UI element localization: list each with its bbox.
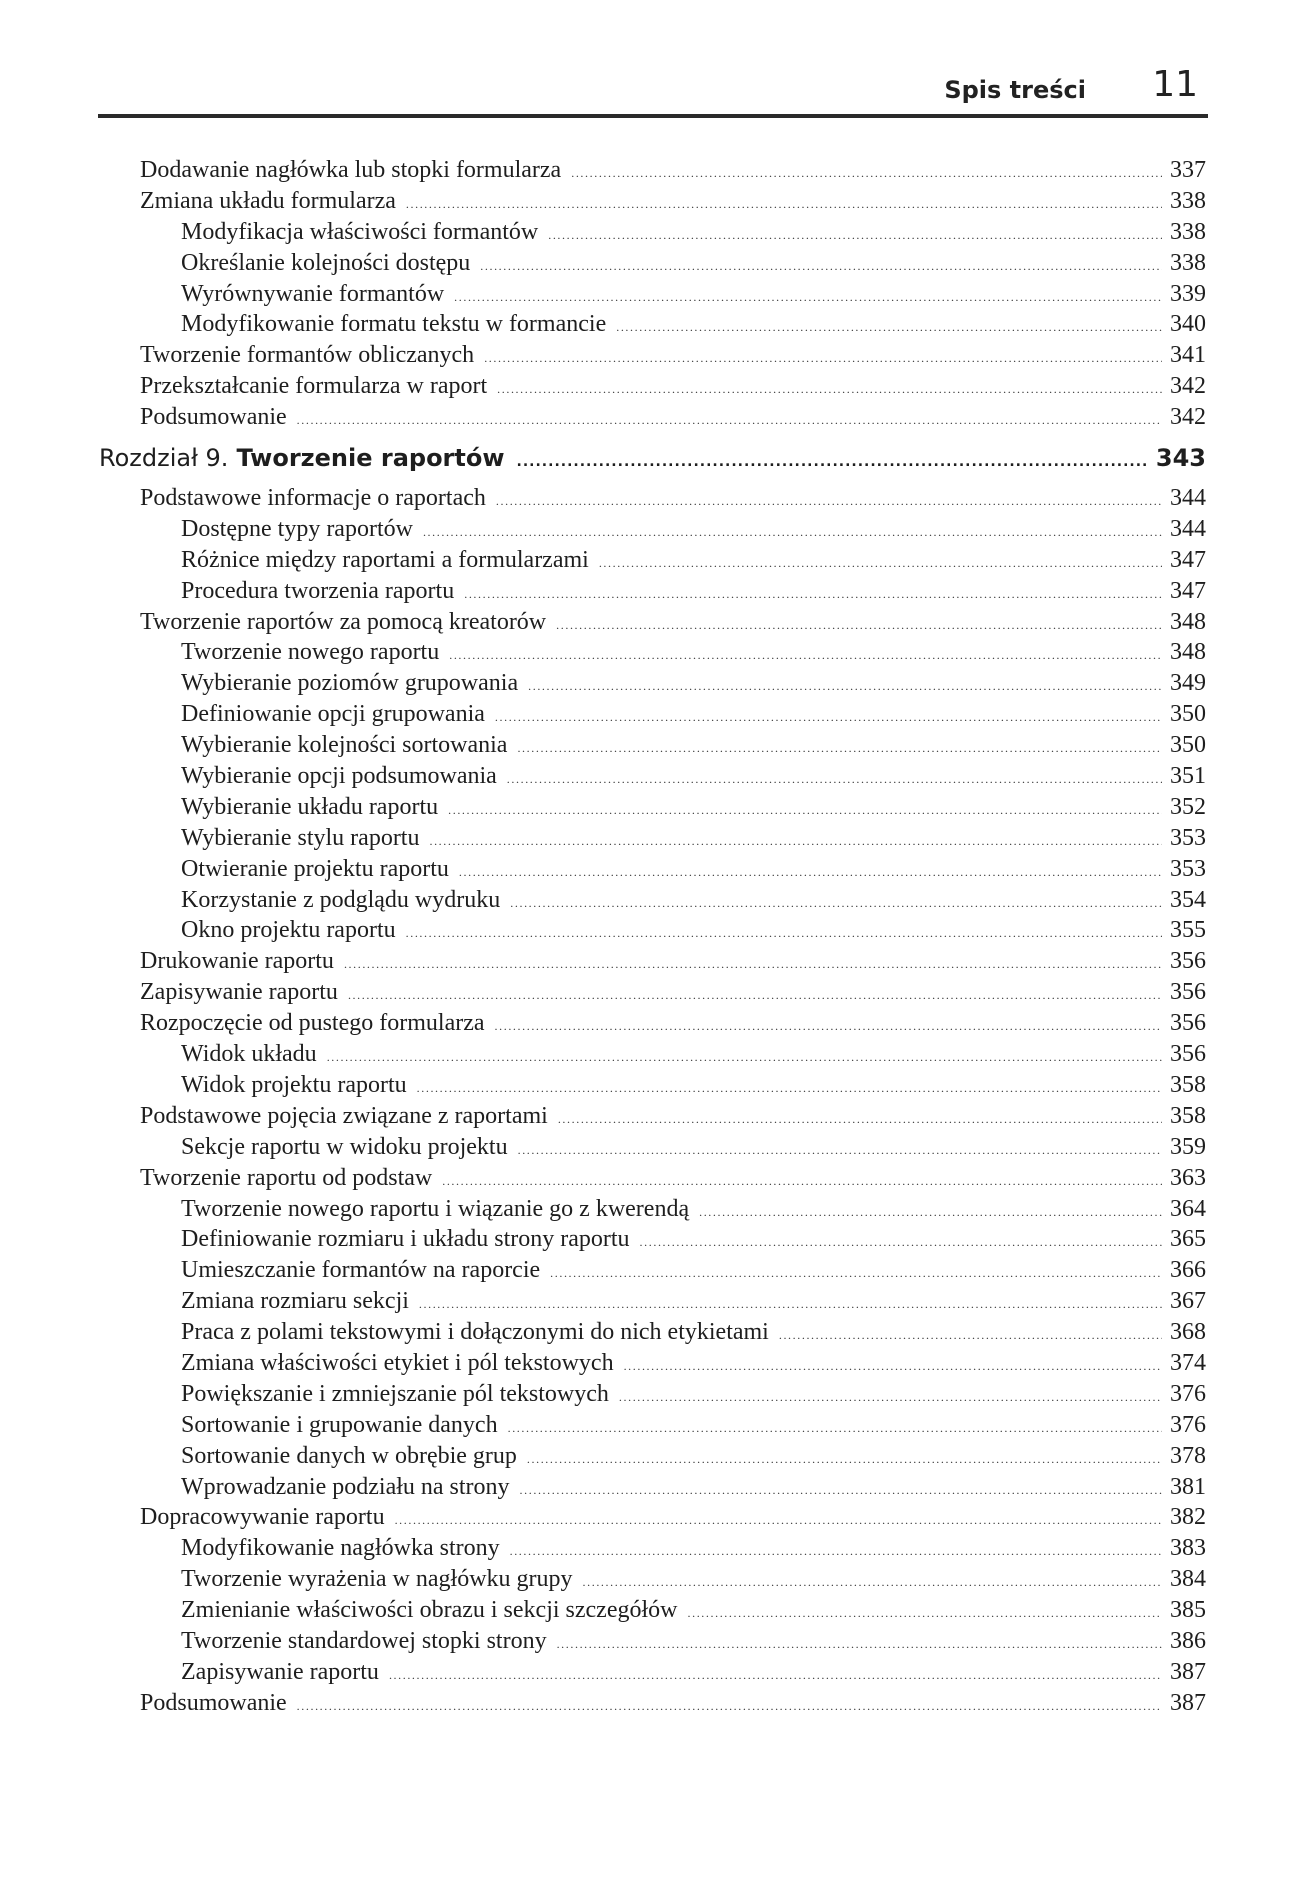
toc-subentry[interactable]: [140, 637, 1206, 668]
toc-subentry[interactable]: [140, 792, 1206, 823]
toc-entry-title: Sortowanie i grupowanie danych: [181, 1411, 498, 1438]
dot-leader: [348, 980, 1162, 1011]
toc-entry[interactable]: [99, 607, 1206, 638]
toc-entry-page: 381: [1170, 1473, 1206, 1500]
page-number: 11: [1152, 64, 1198, 105]
dot-leader: [599, 548, 1162, 579]
toc-subentry[interactable]: [140, 761, 1206, 792]
toc-subentry[interactable]: [140, 514, 1206, 545]
toc-subentry[interactable]: [140, 217, 1206, 248]
toc-entry-page: 342: [1170, 404, 1206, 431]
toc-entry-title: Dodawanie nagłówka lub stopki formularza: [140, 157, 562, 183]
toc-entry-title: Podstawowe pojęcia związane z raportami: [140, 1102, 548, 1129]
toc-entry-page: 365: [1170, 1226, 1206, 1253]
dot-leader: [510, 1536, 1162, 1567]
toc-entry-page: 385: [1170, 1597, 1206, 1624]
toc-entry-page: 347: [1170, 577, 1206, 604]
toc-entry-page: 376: [1170, 1380, 1206, 1407]
dot-leader: [507, 764, 1162, 795]
toc-entry-title: Wybieranie kolejności sortowania: [181, 732, 508, 759]
toc-subentry[interactable]: [140, 730, 1206, 761]
toc-entry-title: Okno projektu raportu: [181, 917, 396, 944]
dot-leader: [548, 220, 1162, 251]
toc-entry-page: 337: [1170, 157, 1206, 183]
toc-entry-title: Dostępne typy raportów: [181, 515, 413, 542]
toc-subentry[interactable]: [140, 1472, 1206, 1503]
toc-entry[interactable]: [99, 402, 1206, 433]
toc-entry-page: 348: [1170, 608, 1206, 635]
toc-entry-page: 387: [1170, 1658, 1206, 1685]
toc-subentry[interactable]: [140, 576, 1206, 607]
toc-entry-page: 368: [1170, 1319, 1206, 1346]
toc-section-chapter-8-tail: [140, 155, 1206, 433]
toc-entry[interactable]: [99, 1502, 1206, 1533]
toc-entry-page: 349: [1170, 670, 1206, 697]
dot-leader: [616, 312, 1162, 343]
toc-entry-page: 366: [1170, 1257, 1206, 1284]
table-of-contents: [99, 155, 1206, 1719]
toc-subentry[interactable]: [140, 1379, 1206, 1410]
toc-entry-title: Zapisywanie raportu: [181, 1658, 379, 1685]
toc-entry-title: Przekształcanie formularza w raport: [140, 373, 488, 400]
dot-leader: [497, 374, 1162, 405]
dot-leader: [528, 671, 1162, 702]
toc-entry-title: Tworzenie formantów obliczanych: [140, 342, 475, 369]
dot-leader: [779, 1320, 1162, 1351]
toc-entry-title: Tworzenie standardowej stopki strony: [181, 1627, 547, 1654]
toc-subentry[interactable]: [140, 1564, 1206, 1595]
toc-entry-title: Korzystanie z podglądu wydruku: [181, 886, 501, 913]
dot-leader: [495, 1011, 1162, 1042]
toc-entry[interactable]: [99, 946, 1206, 977]
dot-leader: [423, 517, 1162, 548]
dot-leader: [297, 1691, 1162, 1722]
toc-entry-title: Podsumowanie: [140, 1689, 287, 1716]
toc-subentry[interactable]: [140, 1039, 1206, 1070]
dot-leader: [454, 282, 1162, 313]
dot-leader: [442, 1166, 1162, 1197]
toc-subentry[interactable]: [140, 699, 1206, 730]
toc-entry-page: 363: [1170, 1164, 1206, 1191]
toc-entry-title: Otwieranie projektu raportu: [181, 855, 449, 882]
toc-entry-page: 359: [1170, 1133, 1206, 1160]
dot-leader: [406, 189, 1162, 220]
toc-subentry[interactable]: [140, 1286, 1206, 1317]
toc-entry-title: Definiowanie rozmiaru i układu strony raportu: [181, 1226, 630, 1253]
dot-leader: [517, 437, 1148, 487]
toc-entry[interactable]: [99, 977, 1206, 1008]
toc-entry-page: 356: [1170, 948, 1206, 975]
toc-entry-title: Zmiana rozmiaru sekcji: [181, 1288, 409, 1315]
toc-entry[interactable]: [99, 1688, 1206, 1719]
toc-entry-title: Dopracowywanie raportu: [140, 1504, 385, 1531]
toc-entry-title: Zapisywanie raportu: [140, 979, 338, 1006]
toc-entry[interactable]: [99, 155, 1206, 186]
toc-entry-page: 338: [1170, 187, 1206, 214]
toc-entry-page: 383: [1170, 1535, 1206, 1562]
dot-leader: [344, 949, 1162, 980]
chapter-number: Rozdział 9.: [99, 444, 229, 473]
running-header: [98, 60, 1208, 118]
toc-subentry[interactable]: [140, 1224, 1206, 1255]
toc-entry-title: Widok układu: [181, 1041, 317, 1068]
toc-entry[interactable]: [99, 1101, 1206, 1132]
toc-entry-page: 364: [1170, 1195, 1206, 1222]
toc-entry-title: Wybieranie poziomów grupowania: [181, 670, 519, 697]
toc-entry-page: 353: [1170, 855, 1206, 882]
toc-entry-title: Zmienianie właściwości obrazu i sekcji szczegółów: [181, 1597, 678, 1624]
dot-leader: [484, 343, 1162, 374]
toc-entry[interactable]: [99, 1008, 1206, 1039]
dot-leader: [448, 795, 1162, 826]
toc-entry-title: Różnice między raportami a formularzami: [181, 546, 589, 573]
toc-entry-page: 356: [1170, 1010, 1206, 1037]
toc-entry-page: 354: [1170, 886, 1206, 913]
chapter-title: Tworzenie raportów: [236, 444, 505, 473]
toc-entry-title: Sekcje raportu w widoku projektu: [181, 1133, 508, 1160]
dot-leader: [495, 702, 1162, 733]
dot-leader: [464, 579, 1162, 610]
toc-entry[interactable]: [99, 483, 1206, 514]
header-rule: [98, 114, 1208, 118]
toc-entry-page: 342: [1170, 373, 1206, 400]
dot-leader: [449, 640, 1162, 671]
toc-subentry[interactable]: [140, 1595, 1206, 1626]
dot-leader: [395, 1505, 1162, 1536]
dot-leader: [417, 1073, 1162, 1104]
toc-entry-title: Definiowanie opcji grupowania: [181, 701, 485, 728]
dot-leader: [557, 1629, 1162, 1660]
toc-entry-title: Podstawowe informacje o raportach: [140, 485, 486, 512]
dot-leader: [406, 918, 1162, 949]
toc-entry-page: 355: [1170, 917, 1206, 944]
toc-entry-title: Powiększanie i zmniejszanie pól tekstowych: [181, 1380, 609, 1407]
toc-subentry[interactable]: [140, 545, 1206, 576]
dot-leader: [518, 1135, 1162, 1166]
toc-subentry[interactable]: [140, 1070, 1206, 1101]
toc-entry-title: Wprowadzanie podziału na strony: [181, 1473, 510, 1500]
toc-entry-title: Wyrównywanie formantów: [181, 280, 445, 307]
toc-entry[interactable]: [99, 371, 1206, 402]
toc-entry-title: Drukowanie raportu: [140, 948, 334, 975]
toc-entry-page: 348: [1170, 639, 1206, 666]
toc-subentry[interactable]: [140, 1194, 1206, 1225]
dot-leader: [583, 1567, 1162, 1598]
dot-leader: [459, 857, 1162, 888]
toc-subentry[interactable]: [140, 885, 1206, 916]
dot-leader: [699, 1197, 1162, 1228]
toc-entry-page: 350: [1170, 732, 1206, 759]
toc-entry-title: Modyfikowanie nagłówka strony: [181, 1535, 500, 1562]
toc-entry-page: 356: [1170, 979, 1206, 1006]
toc-entry[interactable]: [99, 186, 1206, 217]
toc-entry-page: 378: [1170, 1442, 1206, 1469]
dot-leader: [508, 1413, 1162, 1444]
toc-entry-title: Tworzenie wyrażenia w nagłówku grupy: [181, 1566, 573, 1593]
toc-entry-title: Tworzenie raportów za pomocą kreatorów: [140, 608, 547, 635]
toc-entry-page: 351: [1170, 763, 1206, 790]
toc-subentry[interactable]: [140, 1410, 1206, 1441]
toc-section-chapter-9: [140, 483, 1206, 1719]
toc-subentry[interactable]: [140, 1132, 1206, 1163]
toc-entry-title: Określanie kolejności dostępu: [181, 249, 471, 276]
toc-entry-title: Widok projektu raportu: [181, 1071, 407, 1098]
toc-entry-page: 352: [1170, 793, 1206, 820]
toc-subentry[interactable]: [140, 915, 1206, 946]
toc-entry-page: 374: [1170, 1349, 1206, 1376]
dot-leader: [517, 733, 1162, 764]
toc-subentry[interactable]: [140, 1317, 1206, 1348]
toc-entry-title: Procedura tworzenia raportu: [181, 577, 455, 604]
toc-entry-title: Tworzenie nowego raportu i wiązanie go z kwerendą: [181, 1195, 690, 1222]
toc-entry-page: 340: [1170, 311, 1206, 338]
running-header-title: Spis treści: [944, 76, 1086, 104]
toc-entry-title: Wybieranie układu raportu: [181, 793, 439, 820]
toc-subentry[interactable]: [140, 1657, 1206, 1688]
dot-leader: [297, 405, 1162, 436]
dot-leader: [527, 1444, 1162, 1475]
toc-subentry[interactable]: [140, 1255, 1206, 1286]
toc-entry-page: 386: [1170, 1627, 1206, 1654]
dot-leader: [419, 1289, 1162, 1320]
toc-entry-page: 384: [1170, 1566, 1206, 1593]
toc-subentry[interactable]: [140, 1441, 1206, 1472]
toc-entry-page: 350: [1170, 701, 1206, 728]
toc-entry-title: Rozpoczęcie od pustego formularza: [140, 1010, 485, 1037]
dot-leader: [496, 486, 1162, 517]
toc-entry-page: 338: [1170, 249, 1206, 276]
toc-subentry[interactable]: [140, 248, 1206, 279]
dot-leader: [640, 1227, 1162, 1258]
toc-entry-page: 367: [1170, 1288, 1206, 1315]
toc-entry-page: 341: [1170, 342, 1206, 369]
toc-entry-title: Zmiana układu formularza: [140, 187, 396, 214]
toc-entry-page: 339: [1170, 280, 1206, 307]
toc-entry-title: Sortowanie danych w obrębie grup: [181, 1442, 517, 1469]
toc-entry-page: 387: [1170, 1689, 1206, 1716]
toc-entry[interactable]: [99, 340, 1206, 371]
toc-entry-page: 376: [1170, 1411, 1206, 1438]
toc-entry-page: 344: [1170, 515, 1206, 542]
toc-entry-title: Wybieranie stylu raportu: [181, 824, 420, 851]
toc-entry-title: Wybieranie opcji podsumowania: [181, 763, 497, 790]
toc-subentry[interactable]: [140, 668, 1206, 699]
toc-entry-title: Podsumowanie: [140, 404, 287, 431]
dot-leader: [327, 1042, 1162, 1073]
chapter-heading[interactable]: [99, 433, 1206, 483]
dot-leader: [520, 1475, 1162, 1506]
toc-entry-page: 358: [1170, 1102, 1206, 1129]
toc-entry-page: 356: [1170, 1041, 1206, 1068]
dot-leader: [558, 1104, 1162, 1135]
dot-leader: [480, 251, 1162, 282]
dot-leader: [624, 1351, 1162, 1382]
toc-entry-title: Modyfikowanie formatu tekstu w formancie: [181, 311, 607, 338]
dot-leader: [389, 1660, 1162, 1691]
dot-leader: [510, 888, 1162, 919]
dot-leader: [571, 158, 1162, 189]
toc-entry-title: Modyfikacja właściwości formantów: [181, 218, 539, 245]
dot-leader: [550, 1258, 1162, 1289]
toc-subentry[interactable]: [140, 279, 1206, 310]
dot-leader: [429, 826, 1162, 857]
toc-entry-title: Praca z polami tekstowymi i dołączonymi do nich etykietami: [181, 1319, 769, 1346]
toc-subentry[interactable]: [140, 309, 1206, 340]
toc-entry-title: Tworzenie raportu od podstaw: [140, 1164, 433, 1191]
toc-subentry[interactable]: [140, 1626, 1206, 1657]
toc-entry-page: 353: [1170, 824, 1206, 851]
toc-entry[interactable]: [99, 1163, 1206, 1194]
dot-leader: [556, 610, 1162, 641]
toc-entry-title: Tworzenie nowego raportu: [181, 639, 440, 666]
chapter-page: 343: [1155, 444, 1206, 473]
dot-leader: [688, 1598, 1163, 1629]
toc-subentry[interactable]: [140, 823, 1206, 854]
dot-leader: [619, 1382, 1162, 1413]
toc-entry-title: Umieszczanie formantów na raporcie: [181, 1257, 541, 1284]
toc-subentry[interactable]: [140, 1533, 1206, 1564]
toc-subentry[interactable]: [140, 1348, 1206, 1379]
toc-entry-page: 382: [1170, 1504, 1206, 1531]
toc-entry-title: Zmiana właściwości etykiet i pól tekstowych: [181, 1349, 614, 1376]
toc-entry-page: 347: [1170, 546, 1206, 573]
toc-entry-page: 358: [1170, 1071, 1206, 1098]
toc-entry-page: 344: [1170, 485, 1206, 512]
toc-subentry[interactable]: [140, 854, 1206, 885]
toc-entry-page: 338: [1170, 218, 1206, 245]
